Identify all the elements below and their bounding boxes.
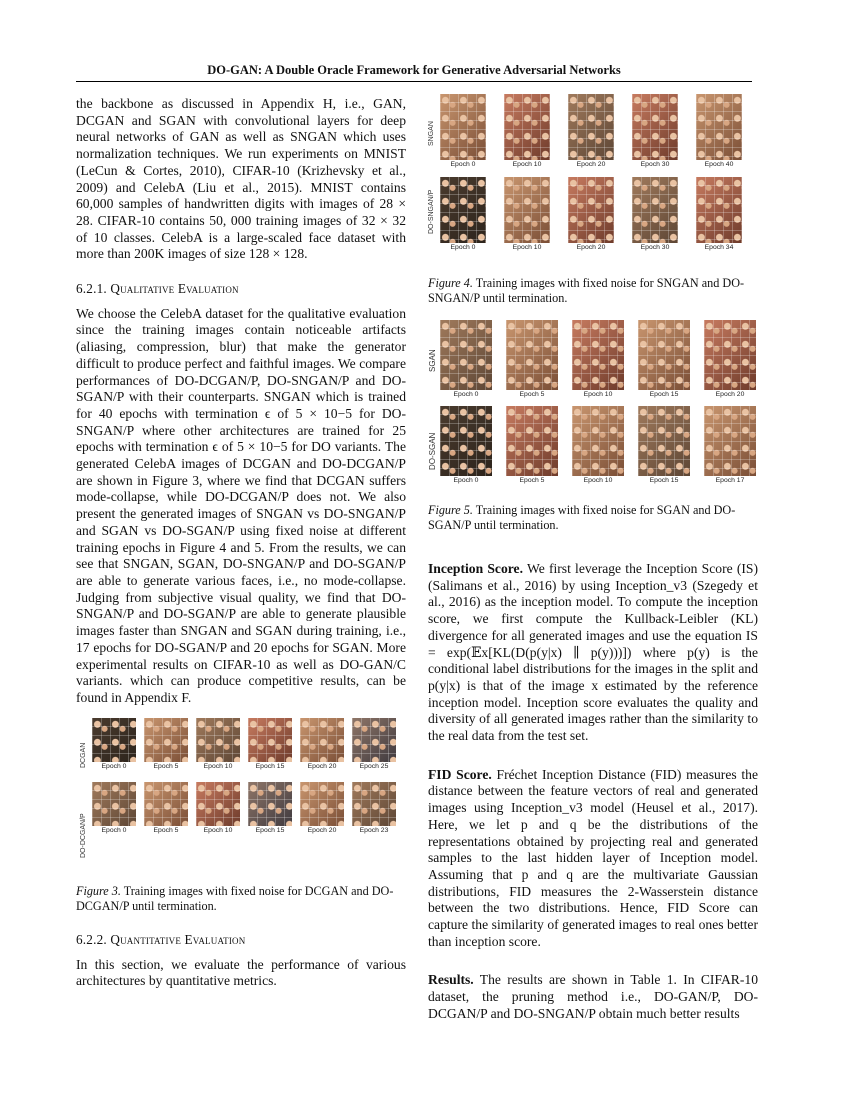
fig3-epoch-label: Epoch 25 [359, 763, 389, 770]
right-column-text [428, 561, 758, 1023]
fig5-sample-image [704, 320, 756, 390]
fig3-row2-label: DO-DCGAN/P [80, 813, 87, 858]
fig3-sample-image [196, 718, 240, 762]
quantitative-paragraph: In this section, we evaluate the performance of various architectures by quantitative metrics. [76, 956, 406, 989]
fig3-epoch-label: Epoch 5 [153, 827, 179, 834]
inception-score-text: We first leverage the Inception Score (IS) (Salimans et al., 2016) by using Inception_v3 (Szegedy et al., 2016) as the inception model. To compute the inception score, we first compute the Kullback-Leibler (KL) divergence for all generated images and use the equation IS = exp(𝔼x[KL(D(p(y|x) ∥ p(y)))]) where p(y) is the conditional label distributions for the images in the split and p(y|x) is that of the image x estimated by the reference inception model. Inception score evaluates the quality and diversity of all generated images rather than the similarity to the real data from the test set. [428, 561, 758, 744]
inception-score-paragraph [428, 561, 758, 745]
fig3-sample-image [300, 782, 344, 826]
fig3-sample-image [352, 718, 396, 762]
fig5-sample-image [440, 320, 492, 390]
fig3-sample-image [248, 718, 292, 762]
fig3-epoch-label: Epoch 23 [359, 827, 389, 834]
fig4-sample-image [440, 177, 486, 243]
fig4-sample-image [632, 177, 678, 243]
fig4-epoch-label: Epoch 30 [640, 244, 670, 251]
fig5-sample-image [638, 320, 690, 390]
figure-5 [428, 320, 758, 484]
results-text: The results are shown in Table 1. In CIFAR-10 dataset, the pruning method i.e., DO-GAN/P, DO-DCGAN/P and DO-SNGAN/P obtain much better results [428, 972, 758, 1021]
fig5-row1-label: SGAN [428, 349, 437, 372]
figure-4-caption [428, 276, 758, 306]
fig3-row1 [92, 718, 410, 770]
fig5-epoch-label: Epoch 0 [453, 477, 479, 484]
fig4-row1-label: SNGAN [428, 121, 435, 146]
fig3-row2 [92, 782, 410, 834]
fig5-epoch-label: Epoch 15 [649, 391, 679, 398]
figure-3-caption-label: Figure 3. [76, 884, 121, 898]
figure-3-caption-text: Training images with fixed noise for DCGAN and DO-DCGAN/P until termination. [76, 884, 394, 913]
fig3-sample-image [92, 718, 136, 762]
fig5-epoch-label: Epoch 17 [715, 477, 745, 484]
fid-score-heading: FID Score. [428, 766, 492, 782]
fig4-epoch-label: Epoch 20 [576, 244, 606, 251]
fig4-epoch-label: Epoch 10 [512, 161, 542, 168]
section-heading-quantitative: 6.2.2. Quantitative Evaluation [76, 932, 246, 947]
header-rule [76, 81, 752, 82]
fig3-sample-image [92, 782, 136, 826]
fig3-sample-image [144, 718, 188, 762]
fig5-sample-image [704, 406, 756, 476]
fig5-sample-image [506, 320, 558, 390]
fig4-epoch-label: Epoch 34 [704, 244, 734, 251]
fig5-epoch-label: Epoch 20 [715, 391, 745, 398]
fig5-epoch-label: Epoch 5 [519, 477, 545, 484]
fig5-row2-label: DO-SGAN [428, 432, 437, 470]
fig4-sample-image [504, 177, 550, 243]
fig4-sample-image [696, 94, 742, 160]
fig5-epoch-label: Epoch 0 [453, 391, 479, 398]
fig5-epoch-label: Epoch 15 [649, 477, 679, 484]
fig4-row2-label: DO-SNGAN/P [428, 189, 435, 234]
fig3-sample-image [248, 782, 292, 826]
results-paragraph [428, 972, 758, 1022]
fid-score-paragraph [428, 767, 758, 951]
figure-3-caption [76, 884, 406, 914]
fig3-epoch-label: Epoch 15 [255, 827, 285, 834]
fig5-epoch-label: Epoch 5 [519, 391, 545, 398]
results-heading: Results. [428, 972, 474, 988]
intro-paragraph: the backbone as discussed in Appendix H, i.e., GAN, DCGAN and SGAN with convolutional layers for deep neural networks of GAN as well as SNGAN which uses normalization techniques. We run experiments on MNIST (LeCun & Cortes, 2010), CIFAR-10 (Krizhevsky et al., 2009) and CelebA (Liu et al., 2015). MNIST contains 60,000 samples of handwritten digits with images of 28 × 28. CIFAR-10 contains 50, 000 training images of 32 × 32 of 10 classes. CelebA is a large-scaled face dataset with more than 200K images of size 128 × 128. [76, 96, 406, 262]
fig5-sample-image [440, 406, 492, 476]
figure-5-caption-text: Training images with fixed noise for SGAN and DO-SGAN/P until termination. [428, 503, 736, 532]
fid-score-text: Fréchet Inception Distance (FID) measures the distance between the feature vectors of real and generated images using Inception_v3 model (Heusel et al., 2017). Here, we let p and q be the distributions of the representations obtained by projecting real and generated samples to the last hidden layer of Inception model. Assuming that p and q are the multivariate Gaussian distributions, FID measures the 2-Wasserstein distance between the two distributions. Hence, FID Score can capture the similarity of generated images to real ones better than inception score. [428, 766, 759, 949]
figure-4 [428, 94, 758, 251]
fig3-epoch-label: Epoch 5 [153, 763, 179, 770]
fig5-sample-image [572, 320, 624, 390]
fig3-sample-image [300, 718, 344, 762]
fig3-epoch-label: Epoch 15 [255, 763, 285, 770]
fig3-epoch-label: Epoch 0 [101, 827, 127, 834]
fig3-epoch-label: Epoch 20 [307, 763, 337, 770]
fig5-sample-image [638, 406, 690, 476]
section-heading-qualitative: 6.2.1. Qualitative Evaluation [76, 281, 239, 297]
fig4-row2 [440, 177, 758, 251]
fig4-epoch-label: Epoch 10 [512, 244, 542, 251]
fig3-sample-image [196, 782, 240, 826]
left-column [76, 96, 406, 707]
fig4-epoch-label: Epoch 0 [450, 161, 476, 168]
figure-5-caption-label: Figure 5. [428, 503, 473, 517]
fig4-sample-image [632, 94, 678, 160]
fig3-epoch-label: Epoch 0 [101, 763, 127, 770]
fig4-sample-image [568, 177, 614, 243]
figure-5-caption [428, 503, 758, 533]
fig5-sample-image [572, 406, 624, 476]
fig4-sample-image [568, 94, 614, 160]
fig3-epoch-label: Epoch 10 [203, 763, 233, 770]
figure-4-caption-label: Figure 4. [428, 276, 473, 290]
fig5-sample-image [506, 406, 558, 476]
fig4-epoch-label: Epoch 20 [576, 161, 606, 168]
fig4-epoch-label: Epoch 0 [450, 244, 476, 251]
inception-score-heading: Inception Score. [428, 561, 523, 576]
fig5-row2 [440, 406, 758, 484]
figure-4-caption-text: Training images with fixed noise for SNGAN and DO-SNGAN/P until termination. [428, 276, 745, 305]
fig5-epoch-label: Epoch 10 [583, 477, 613, 484]
qualitative-paragraph: We choose the CelebA dataset for the qualitative evaluation since the training images contain noticeable artifacts (aliasing, compression, blur) that make the generator difficult to produce perfect and faithful images. We compare performances of DO-DCGAN/P, DO-SNGAN/P and DO-SGAN/P with their counterparts. SNGAN which is trained for 40 epochs with termination ϵ of 5 × 10−5 for DO-SNGAN/P where other architectures are trained for 25 epochs with termination ϵ of 5 × 10−5 for DO variants. The generated CelebA images of DCGAN and DO-DCGAN/P are shown in Figure 3, where we find that DCGAN suffers mode-collapse, while DO-DCGAN/P does not. We also present the generated images of SNGAN vs DO-SNGAN/P and SGAN vs DO-SGAN/P using fixed noise at different training epochs in Figure 4 and 5. From the results, we can see that SNGAN, SGAN, DO-SNGAN/P and DO-SGAN/P are able to generate various faces, i.e., no mode-collapse. Judging from subjective visual quality, we find that DO-SNGAN/P and DO-SGAN/P are able to generate plausible images faster than SNGAN and SGAN during training, i.e., 17 epochs for DO-SGAN/P and 20 epochs for SGAN. More experimental results on CIFAR-10 as well as DO-GAN/C variants. which can produce competitive results, can be found in Appendix F. [76, 305, 406, 705]
running-head-title: DO-GAN: A Double Oracle Framework for Generative Adversarial Networks [207, 63, 621, 77]
fig3-row1-label: DCGAN [80, 742, 87, 768]
fig4-epoch-label: Epoch 40 [704, 161, 734, 168]
fig3-epoch-label: Epoch 10 [203, 827, 233, 834]
left-column-lower [76, 932, 406, 990]
fig4-row1 [440, 94, 758, 168]
fig4-sample-image [440, 94, 486, 160]
fig5-row1 [440, 320, 758, 398]
fig5-epoch-label: Epoch 10 [583, 391, 613, 398]
fig3-sample-image [144, 782, 188, 826]
fig4-sample-image [504, 94, 550, 160]
fig4-epoch-label: Epoch 30 [640, 161, 670, 168]
figure-3 [80, 718, 410, 858]
fig3-sample-image [352, 782, 396, 826]
fig4-sample-image [696, 177, 742, 243]
fig3-epoch-label: Epoch 20 [307, 827, 337, 834]
